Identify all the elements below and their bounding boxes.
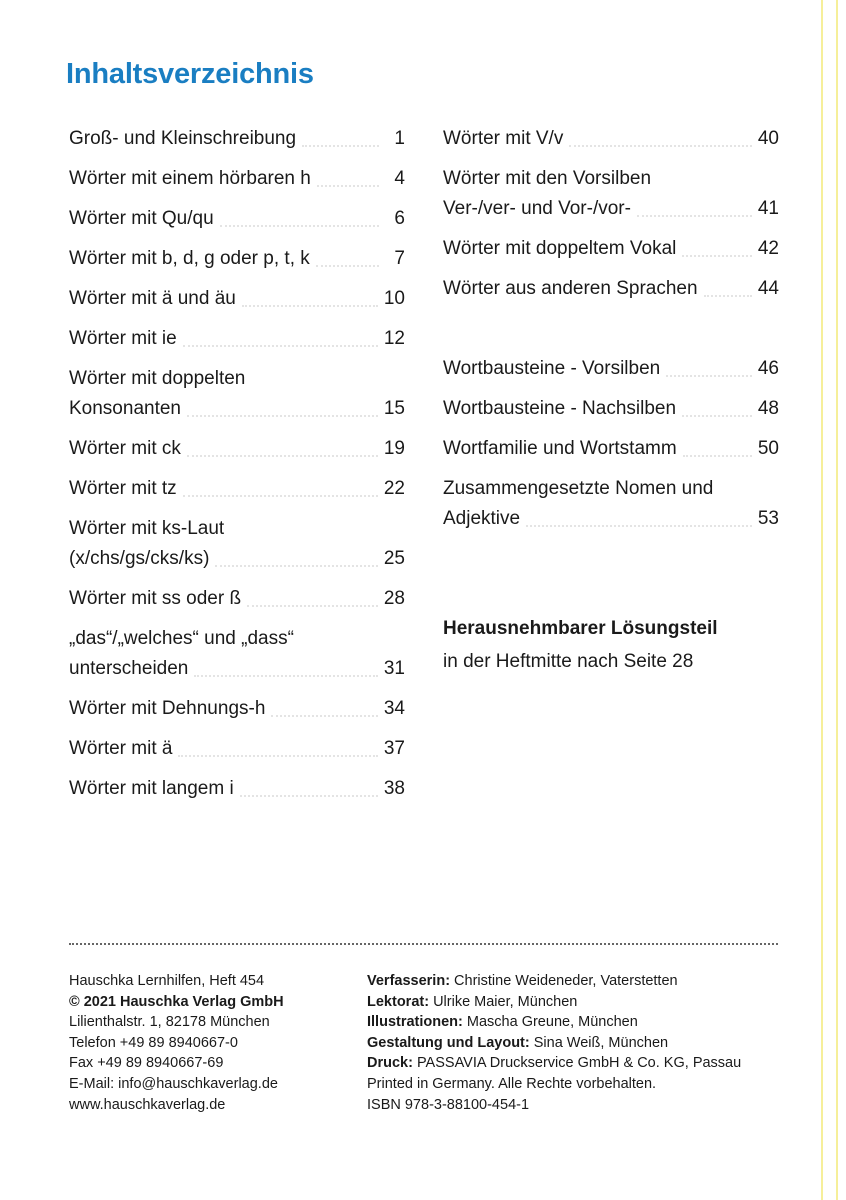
credit-layout xyxy=(367,1033,787,1054)
toc-entry xyxy=(69,774,405,804)
toc-entry-page: 41 xyxy=(757,198,779,219)
toc-entry-page: 34 xyxy=(383,698,405,719)
page-title: Inhaltsverzeichnis xyxy=(66,58,314,90)
toc-entry-text: Wörter mit ks-Laut xyxy=(69,518,225,539)
credit-label: Verfasserin: xyxy=(367,973,451,989)
toc-entry-text: unterscheiden xyxy=(69,658,189,679)
toc-entry-text: Wörter mit ä und äu xyxy=(69,288,236,309)
toc-entry-text: Ver-/ver- und Vor-/vor- xyxy=(443,198,631,219)
toc-entry-page: 6 xyxy=(394,208,405,229)
toc-entry-line1 xyxy=(69,364,405,394)
solution-note xyxy=(443,612,718,678)
toc-entry-text: Groß- und Kleinschreibung xyxy=(69,128,297,149)
toc-entry-page: 15 xyxy=(383,398,405,419)
toc-entry-page: 28 xyxy=(383,588,405,609)
toc-entry-text: Konsonanten xyxy=(69,398,181,419)
page-edge-line xyxy=(821,0,823,1200)
toc-entry-text: Wörter mit den Vorsilben xyxy=(443,168,652,189)
toc-leader xyxy=(569,145,752,147)
toc-leader xyxy=(682,255,751,257)
toc-leader xyxy=(183,345,378,347)
imprint-web: www.hauschkaverlag.de xyxy=(69,1096,226,1113)
toc-right-column xyxy=(443,124,779,534)
credit-print xyxy=(367,1053,787,1074)
credit-editor xyxy=(367,992,787,1013)
credit-value: Mascha Greune, München xyxy=(462,1014,638,1031)
toc-entry xyxy=(69,734,405,764)
imprint-credits xyxy=(367,971,787,1115)
toc-entry xyxy=(69,324,405,354)
imprint-fax: Fax +49 89 8940667-69 xyxy=(69,1055,224,1072)
toc-entry xyxy=(69,244,405,274)
toc-entry-page: 42 xyxy=(757,238,779,259)
toc-entry-text: Wörter mit ss oder ß xyxy=(69,588,242,609)
credit-label: Gestaltung und Layout: xyxy=(367,1034,530,1051)
toc-entry xyxy=(443,194,779,224)
imprint-copyright: © 2021 Hauschka Verlag GmbH xyxy=(69,993,284,1010)
toc-leader xyxy=(704,295,752,297)
toc-entry xyxy=(69,694,405,724)
imprint-email: E-Mail: info@hauschkaverlag.de xyxy=(69,1075,278,1092)
toc-entry xyxy=(69,654,405,684)
toc-entry-line1 xyxy=(69,514,405,544)
toc-entry-page: 22 xyxy=(383,478,405,499)
toc-leader xyxy=(317,185,379,187)
toc-entry xyxy=(443,434,779,464)
toc-entry-page: 19 xyxy=(383,438,405,459)
toc-entry-text: Wortbausteine - Vorsilben xyxy=(443,358,661,379)
toc-entry xyxy=(443,234,779,264)
credit-label: Lektorat: xyxy=(367,993,430,1010)
toc-leader xyxy=(271,715,377,717)
toc-entry-line1 xyxy=(443,164,779,194)
toc-entry-text: Wörter mit tz xyxy=(69,478,177,499)
toc-entry-text: Wörter mit Qu/qu xyxy=(69,208,214,229)
toc-leader xyxy=(683,455,752,457)
toc-entry xyxy=(443,394,779,424)
toc-entry xyxy=(69,124,405,154)
imprint-address: Lilienthalstr. 1, 82178 München xyxy=(69,1014,270,1031)
imprint-rights: Printed in Germany. Alle Rechte vorbehalten. xyxy=(367,1075,657,1092)
toc-entry-text: Wortfamilie und Wortstamm xyxy=(443,438,677,459)
toc-leader xyxy=(194,675,377,677)
imprint-phone: Telefon +49 89 8940667-0 xyxy=(69,1034,238,1051)
credit-author xyxy=(367,971,787,992)
toc-entry-text: Wortbausteine - Nachsilben xyxy=(443,398,677,419)
toc-entry-text: Wörter aus anderen Sprachen xyxy=(443,278,698,299)
toc-entry xyxy=(69,544,405,574)
toc-entry-text: Wörter mit einem hörbaren h xyxy=(69,168,311,189)
toc-entry xyxy=(69,584,405,614)
toc-entry-line1 xyxy=(69,624,405,654)
credit-illustrations xyxy=(367,1012,787,1033)
toc-entry-page: 44 xyxy=(757,278,779,299)
toc-leader xyxy=(666,375,752,377)
toc-leader xyxy=(220,225,379,227)
toc-leader xyxy=(187,455,378,457)
toc-entry-text: Zusammengesetzte Nomen und xyxy=(443,478,714,499)
credit-value: PASSAVIA Druckservice GmbH & Co. KG, Passau xyxy=(412,1055,742,1072)
toc-entry-page: 40 xyxy=(757,128,779,149)
toc-entry-page: 10 xyxy=(383,288,405,309)
page-edge-line xyxy=(836,0,838,1200)
toc-entry xyxy=(443,274,779,304)
toc-entry-page: 1 xyxy=(394,128,405,149)
toc-entry-page: 7 xyxy=(394,248,405,269)
toc-entry xyxy=(69,394,405,424)
toc-entry-text: Adjektive xyxy=(443,508,521,529)
toc-entry-page: 4 xyxy=(394,168,405,189)
credit-label: Illustrationen: xyxy=(367,1014,463,1031)
toc-entry-text: Wörter mit ä xyxy=(69,738,173,759)
toc-entry-line1 xyxy=(443,474,779,504)
toc-leader xyxy=(215,565,377,567)
toc-leader xyxy=(178,755,377,757)
solution-note-title: Herausnehmbarer Lösungsteil xyxy=(443,618,718,639)
toc-entry-text: Wörter mit V/v xyxy=(443,128,564,149)
toc-entry-page: 48 xyxy=(757,398,779,419)
toc-entry-page: 50 xyxy=(757,438,779,459)
toc-leader xyxy=(240,795,378,797)
toc-leader xyxy=(183,495,378,497)
toc-entry-text: Wörter mit doppelten xyxy=(69,368,246,389)
imprint-isbn: ISBN 978-3-88100-454-1 xyxy=(367,1096,530,1113)
toc-entry-text: (x/chs/gs/cks/ks) xyxy=(69,548,210,569)
toc-entry-page: 38 xyxy=(383,778,405,799)
toc-leader xyxy=(247,605,378,607)
toc-entry-page: 37 xyxy=(383,738,405,759)
imprint-divider xyxy=(69,943,778,945)
toc-entry-page: 46 xyxy=(757,358,779,379)
toc-entry-text: Wörter mit ie xyxy=(69,328,177,349)
toc-entry xyxy=(443,124,779,154)
toc-left-column xyxy=(69,124,405,804)
toc-entry-text: Wörter mit doppeltem Vokal xyxy=(443,238,677,259)
toc-entry-text: Wörter mit langem i xyxy=(69,778,234,799)
credit-value: Sina Weiß, München xyxy=(529,1034,669,1051)
solution-note-subtitle: in der Heftmitte nach Seite 28 xyxy=(443,651,694,672)
toc-entry-page: 31 xyxy=(383,658,405,679)
toc-entry xyxy=(443,354,779,384)
toc-leader xyxy=(187,415,378,417)
credit-value: Christine Weideneder, Vaterstetten xyxy=(450,973,678,989)
toc-entry xyxy=(69,284,405,314)
toc-entry-text: Wörter mit b, d, g oder p, t, k xyxy=(69,248,310,269)
toc-entry-text: „das“/„welches“ und „dass“ xyxy=(69,628,294,649)
toc-leader xyxy=(316,265,379,267)
toc-entry-text: Wörter mit ck xyxy=(69,438,181,459)
toc-entry-page: 53 xyxy=(757,508,779,529)
toc-entry xyxy=(69,434,405,464)
credit-label: Druck: xyxy=(367,1055,413,1072)
credit-value: Ulrike Maier, München xyxy=(429,993,578,1010)
toc-leader xyxy=(682,415,752,417)
toc-entry xyxy=(69,164,405,194)
toc-leader xyxy=(637,215,752,217)
toc-leader xyxy=(242,305,378,307)
toc-entry xyxy=(69,204,405,234)
toc-entry-page: 25 xyxy=(383,548,405,569)
toc-entry xyxy=(69,474,405,504)
imprint-series: Hauschka Lernhilfen, Heft 454 xyxy=(69,973,265,989)
toc-entry-page: 12 xyxy=(383,328,405,349)
toc-leader xyxy=(302,145,379,147)
toc-entry-text: Wörter mit Dehnungs-h xyxy=(69,698,266,719)
toc-leader xyxy=(526,525,752,527)
imprint-publisher xyxy=(69,971,349,1115)
toc-entry xyxy=(443,504,779,534)
